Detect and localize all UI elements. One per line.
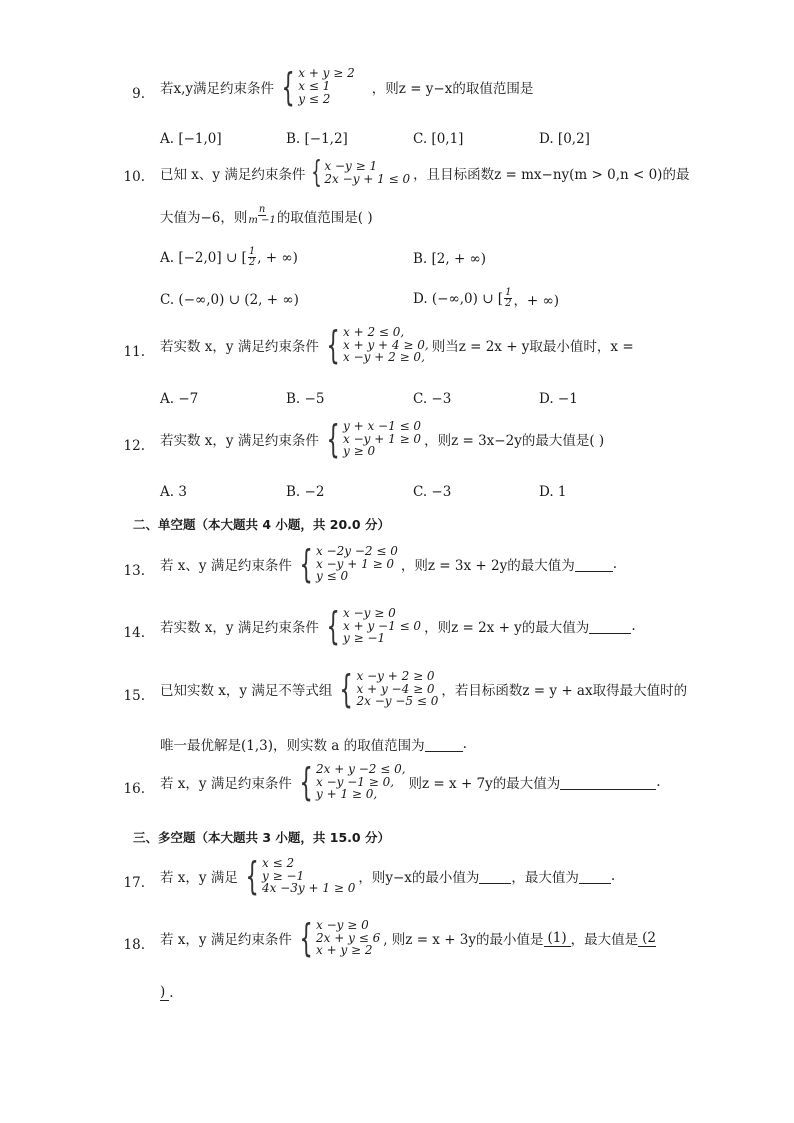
constraint-system — [321, 417, 422, 461]
constraint: 4x −3y + 1 ≥ 0 — [262, 881, 356, 896]
fraction-numerator: n — [258, 204, 266, 215]
question-suffix: 则当z = 2x + y取最小值时，x = — [431, 339, 634, 355]
answer-blank[interactable] — [560, 775, 656, 790]
option-d: D. −1 — [539, 391, 578, 407]
left-brace: { — [299, 760, 313, 804]
left-brace: { — [311, 155, 323, 190]
constraint: x + 2 ≤ 0, — [343, 325, 405, 340]
question-prefix: 已知 x、y 满足约束条件 — [160, 167, 306, 183]
question-text: 唯一最优解是(1,3)，则实数 a 的取值范围为 — [160, 738, 425, 754]
period: . — [610, 868, 616, 884]
constraint-rows — [324, 160, 410, 186]
constraint-system — [294, 760, 406, 804]
fraction — [248, 247, 256, 268]
fraction-denominator: 2 — [505, 298, 512, 309]
fraction-numerator: 1 — [248, 246, 256, 257]
question-number: 17. — [123, 875, 145, 891]
question-18-line2 — [160, 984, 174, 1001]
option-text: ，+ ∞) — [513, 292, 560, 309]
left-brace: { — [281, 64, 295, 109]
period: . — [462, 736, 467, 752]
constraint-rows — [343, 420, 421, 458]
question-15-line2 — [160, 734, 467, 754]
option-b: B. [2, + ∞) — [413, 251, 487, 267]
constraint: x + y ≥ 2 — [298, 66, 355, 80]
constraint: y + x −1 ≤ 0 — [343, 419, 422, 434]
constraint: x + y −1 ≤ 0 — [343, 618, 422, 633]
constraint-rows — [316, 919, 380, 957]
question-number: 11. — [123, 344, 145, 360]
question-prefix: 若实数 x，y 满足约束条件 — [160, 339, 319, 355]
question-10 — [160, 155, 690, 190]
question-prefix: 若 x，y 满足约束条件 — [160, 776, 292, 792]
constraint-system — [294, 542, 398, 586]
question-text: ，最大值是 — [570, 932, 639, 948]
period: . — [612, 556, 618, 572]
question-number: 13. — [123, 563, 145, 579]
question-14 — [160, 604, 636, 648]
left-brace: { — [245, 854, 259, 898]
constraint: x −y ≥ 1 — [324, 159, 378, 173]
left-brace: { — [326, 323, 340, 367]
section-heading: 二、单空题（本大题共 4 小题，共 20.0 分） — [133, 517, 390, 532]
option-a: A. [−1,0] — [160, 131, 222, 147]
period: . — [656, 774, 661, 790]
fraction — [248, 205, 275, 226]
constraint-rows — [298, 67, 355, 106]
option-d — [413, 288, 559, 309]
question-number: 18. — [123, 937, 145, 953]
period: . — [169, 984, 174, 1001]
constraint: x −y + 1 ≥ 0 — [316, 556, 395, 571]
question-11 — [160, 323, 634, 367]
answer-blank[interactable] — [589, 619, 631, 634]
question-suffix: ，则z = 3x−2y的最大值是( ) — [424, 433, 605, 449]
question-text: 大值为−6，则 — [160, 209, 248, 226]
question-suffix: ，则z = 2x + y的最大值为 — [424, 620, 590, 636]
constraint: x −y −1 ≥ 0, — [316, 774, 395, 789]
question-prefix: 若 x、y 满足约束条件 — [160, 558, 292, 574]
question-number: 12. — [123, 438, 145, 454]
answer-blank-2-end[interactable]: ) — [160, 984, 169, 1001]
constraint: x −2y −2 ≤ 0 — [316, 544, 398, 559]
question-12 — [160, 417, 605, 461]
question-13 — [160, 542, 618, 586]
constraint: y ≥ 0 — [343, 444, 376, 459]
option-text: , + ∞) — [257, 249, 298, 266]
question-18 — [160, 916, 656, 960]
constraint: x + y −4 ≥ 0 — [356, 681, 435, 696]
option-text: A. [−2,0] ∪ [ — [160, 249, 247, 266]
constraint-rows — [343, 607, 421, 645]
question-suffix: ，则y−x的最小值为 — [358, 870, 480, 886]
constraint: 2x + y ≤ 6 — [316, 930, 381, 945]
constraint: x ≤ 2 — [262, 856, 295, 871]
option-c: C. [0,1] — [413, 131, 464, 147]
option-b: B. −2 — [286, 484, 325, 500]
option-b: B. −5 — [286, 391, 325, 407]
question-prefix: 若实数 x，y 满足约束条件 — [160, 433, 319, 449]
fraction-denominator: 2 — [248, 257, 256, 268]
fraction — [504, 288, 512, 309]
answer-blank-2-start[interactable]: (2 — [638, 930, 656, 947]
option-d: D. [0,2] — [539, 131, 590, 147]
constraint-system — [334, 667, 439, 711]
option-text: D. (−∞,0) ∪ [ — [413, 290, 504, 307]
constraint-system — [294, 916, 381, 960]
option-c: C. (−∞,0) ∪ (2, + ∞) — [160, 292, 299, 308]
question-suffix: , 则z = x + 3y的最小值是 — [383, 932, 544, 948]
question-number: 14. — [123, 625, 145, 641]
constraint-system — [321, 604, 422, 648]
left-brace: { — [326, 417, 340, 461]
constraint-rows — [357, 670, 439, 708]
constraint: y ≥ −1 — [343, 631, 386, 646]
answer-blank[interactable] — [425, 737, 463, 752]
question-9 — [160, 64, 534, 109]
constraint-system — [307, 155, 411, 190]
question-number: 15. — [123, 688, 145, 704]
constraint: y + 1 ≥ 0, — [316, 787, 378, 802]
question-suffix: ，若目标函数z = y + ax取得最大值时的 — [441, 683, 688, 699]
question-prefix: 若 x，y 满足 — [160, 870, 238, 886]
question-number: 16. — [123, 781, 145, 797]
constraint: x ≤ 1 — [298, 79, 331, 93]
constraint-rows — [316, 763, 406, 801]
question-prefix: 若实数 x，y 满足约束条件 — [160, 620, 319, 636]
question-suffix: ，则z = y−x的取值范围是 — [371, 80, 534, 97]
constraint: x −y + 1 ≥ 0 — [343, 431, 422, 446]
left-brace: { — [299, 542, 313, 586]
question-17 — [160, 854, 616, 898]
question-suffix: ，且目标函数z = mx−ny(m > 0,n < 0)的最 — [413, 167, 690, 183]
left-brace: { — [339, 667, 354, 711]
question-text: 的取值范围是( ) — [276, 209, 373, 226]
constraint-rows — [316, 545, 398, 583]
fraction-numerator: 1 — [505, 287, 512, 298]
constraint: y ≥ −1 — [262, 868, 305, 883]
question-10-line2 — [160, 205, 373, 226]
option-a: A. 3 — [160, 484, 187, 500]
constraint-system — [321, 323, 429, 367]
option-b: B. [−1,2] — [286, 131, 348, 147]
answer-blank-1[interactable]: (1) — [544, 930, 571, 947]
question-prefix: 若 x，y 满足约束条件 — [160, 932, 292, 948]
constraint-rows — [262, 857, 355, 895]
option-a — [160, 247, 298, 268]
option-a: A. −7 — [160, 391, 199, 407]
left-brace: { — [326, 604, 340, 648]
period: . — [631, 618, 636, 634]
question-16 — [160, 760, 661, 804]
constraint: 2x −y −5 ≤ 0 — [356, 694, 439, 709]
constraint: x + y ≥ 2 — [316, 943, 373, 958]
question-15 — [160, 667, 688, 711]
constraint: y ≤ 2 — [298, 92, 331, 106]
constraint: x −y + 2 ≥ 0, — [343, 350, 425, 365]
option-c: C. −3 — [413, 391, 452, 407]
constraint: x −y + 2 ≥ 0 — [356, 669, 435, 684]
constraint: x −y ≥ 0 — [343, 606, 396, 621]
section-heading: 三、多空题（本大题共 3 小题，共 15.0 分） — [133, 830, 390, 845]
option-c: C. −3 — [413, 484, 452, 500]
answer-blank-1[interactable] — [479, 869, 511, 884]
constraint-rows — [343, 326, 429, 364]
option-d: D. 1 — [539, 484, 567, 500]
constraint: y ≤ 0 — [316, 569, 349, 584]
constraint: x + y + 4 ≥ 0, — [343, 337, 429, 352]
question-number: 9. — [132, 86, 145, 102]
constraint-system — [240, 854, 356, 898]
question-number: 10. — [123, 169, 145, 185]
question-suffix: ，则z = 3x + 2y的最大值为 — [400, 558, 575, 574]
constraint: 2x −y + 1 ≤ 0 — [324, 172, 411, 186]
constraint-system — [276, 64, 355, 109]
question-prefix: 已知实数 x，y 满足不等式组 — [160, 683, 333, 699]
constraint: 2x + y −2 ≤ 0, — [316, 762, 406, 777]
answer-blank[interactable] — [575, 557, 613, 572]
question-text: ，最大值为 — [511, 870, 579, 886]
answer-blank-2[interactable] — [579, 869, 611, 884]
question-prefix: 若x,y满足约束条件 — [160, 80, 275, 97]
question-suffix: 则z = x + 7y的最大值为 — [408, 776, 561, 792]
constraint: x −y ≥ 0 — [316, 918, 369, 933]
fraction-denominator: m −1 — [248, 215, 276, 226]
left-brace: { — [299, 916, 313, 960]
